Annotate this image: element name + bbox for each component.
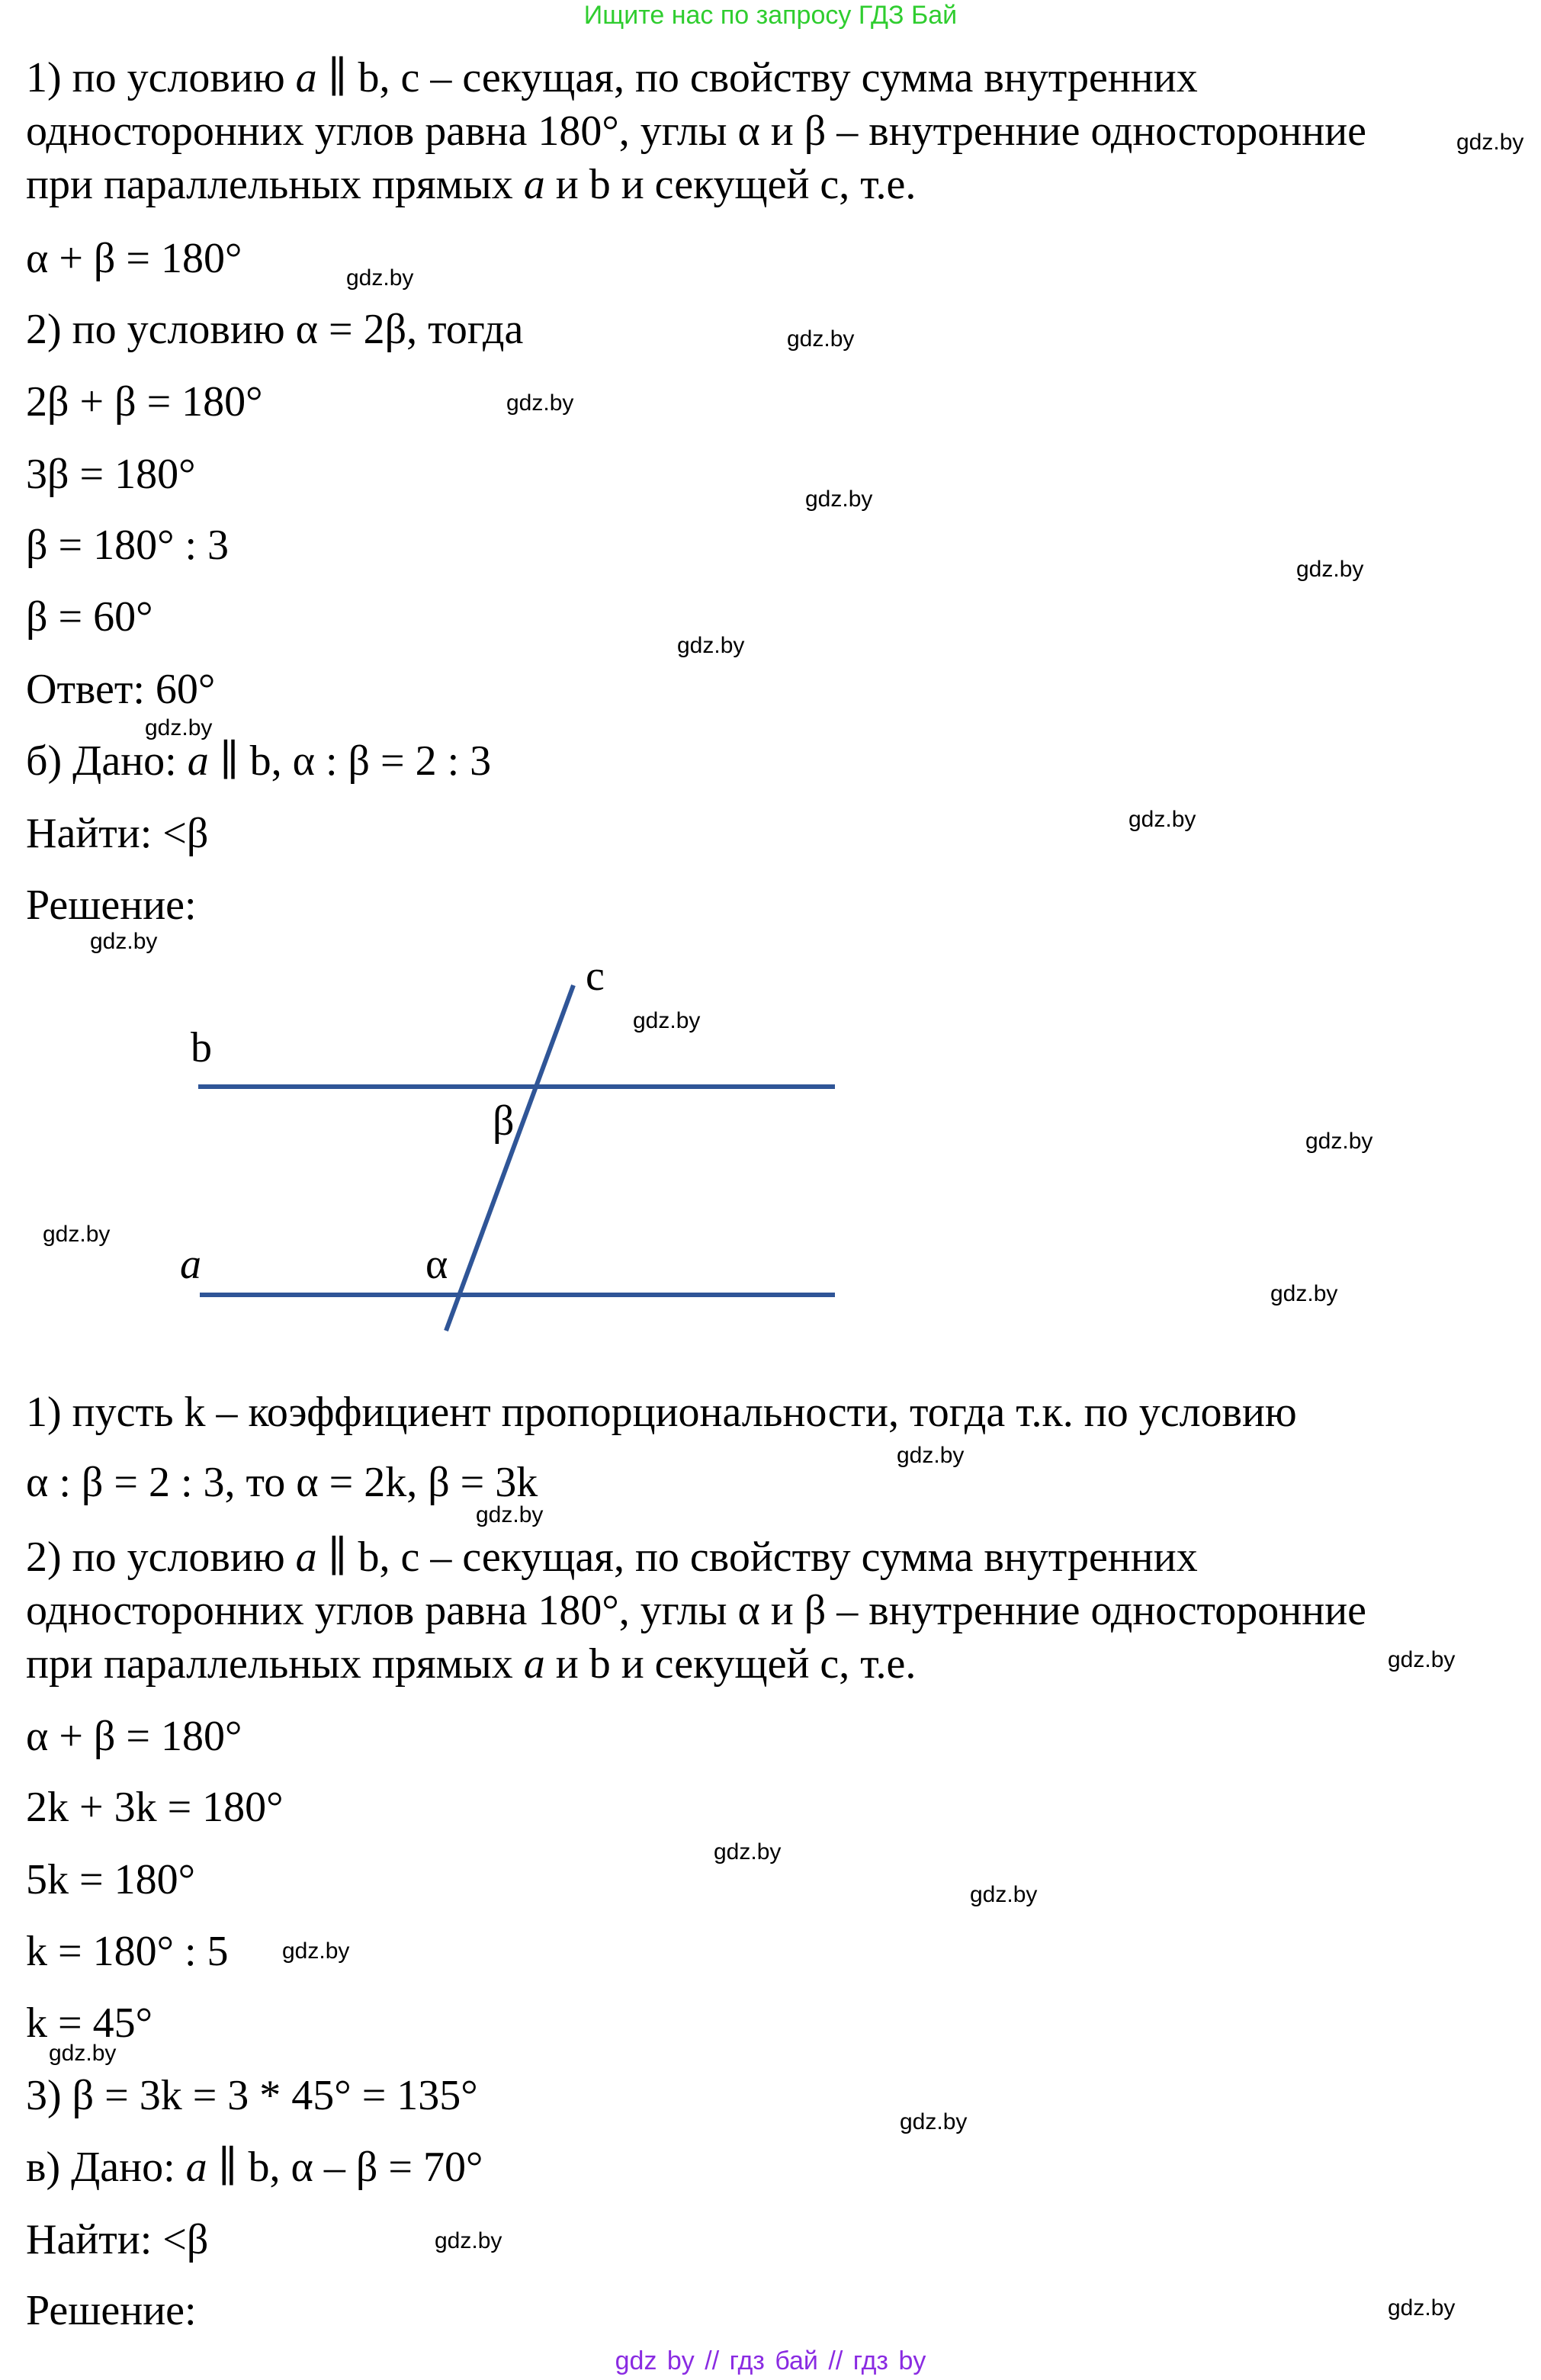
- text-line: 1) по условию a ∥ b, с – секущая, по свойству сумма внутренних: [26, 54, 1198, 101]
- watermark: gdz.by: [900, 2109, 968, 2134]
- label-a: a: [180, 1241, 201, 1288]
- given: в) Дано: a ∥ b, α – β = 70°: [26, 2144, 483, 2191]
- watermark: gdz.by: [1456, 130, 1524, 155]
- watermark: gdz.by: [1305, 1129, 1373, 1154]
- solution-heading: Решение:: [26, 882, 197, 929]
- watermark: gdz.by: [476, 1502, 544, 1527]
- text-line: 2) по условию α = 2β, тогда: [26, 306, 524, 353]
- watermark: gdz.by: [145, 715, 213, 740]
- watermark: gdz.by: [1128, 807, 1196, 832]
- text-line: при параллельных прямых a и b и секущей с, т.е.: [26, 161, 917, 208]
- equation: 2k + 3k = 180°: [26, 1784, 284, 1831]
- watermark: gdz.by: [714, 1839, 782, 1864]
- label-c: c: [586, 952, 605, 1000]
- given: б) Дано: a ∥ b, α : β = 2 : 3: [26, 737, 492, 785]
- watermark: gdz.by: [805, 487, 873, 512]
- equation: k = 45°: [26, 1999, 152, 2047]
- text-line: при параллельных прямых a и b и секущей с, т.е.: [26, 1640, 917, 1688]
- watermark: gdz.by: [633, 1008, 701, 1033]
- equation: α + β = 180°: [26, 235, 242, 282]
- equation: β = 180° : 3: [26, 522, 230, 569]
- watermark: gdz.by: [1296, 557, 1364, 582]
- watermark: gdz.by: [435, 2228, 502, 2253]
- watermark: gdz.by: [1388, 2295, 1456, 2321]
- solution-heading: Решение:: [26, 2287, 197, 2334]
- bottom-banner[interactable]: gdz by // гдз бай // гдз by: [615, 2346, 926, 2375]
- find: Найти: <β: [26, 810, 209, 857]
- top-banner[interactable]: Ищите нас по запросу ГДЗ Бай: [583, 1, 958, 30]
- watermark: gdz.by: [506, 390, 574, 416]
- watermark: gdz.by: [897, 1443, 965, 1468]
- watermark: gdz.by: [677, 633, 745, 658]
- find: Найти: <β: [26, 2216, 209, 2263]
- label-beta: β: [493, 1097, 515, 1145]
- watermark: gdz.by: [282, 1938, 350, 1964]
- equation: β = 60°: [26, 593, 153, 641]
- watermark: gdz.by: [1388, 1647, 1456, 1672]
- equation: α + β = 180°: [26, 1713, 242, 1760]
- watermark: gdz.by: [43, 1222, 111, 1247]
- equation: k = 180° : 5: [26, 1928, 229, 1975]
- text-line: 2) по условию a ∥ b, с – секущая, по свойству сумма внутренних: [26, 1534, 1198, 1581]
- text-line: α : β = 2 : 3, то α = 2k, β = 3k: [26, 1459, 538, 1506]
- watermark: gdz.by: [970, 1882, 1038, 1907]
- equation: 5k = 180°: [26, 1856, 195, 1903]
- equation: 2β + β = 180°: [26, 378, 263, 426]
- answer: Ответ: 60°: [26, 666, 216, 713]
- label-alpha: α: [425, 1241, 448, 1288]
- equation: 3) β = 3k = 3 * 45° = 135°: [26, 2072, 478, 2119]
- watermark: gdz.by: [346, 265, 414, 291]
- text-line: 1) пусть k – коэффициент пропорциональности, тогда т.к. по условию: [26, 1389, 1297, 1436]
- equation: 3β = 180°: [26, 451, 196, 498]
- watermark: gdz.by: [1270, 1281, 1338, 1306]
- parallel-lines-diagram: [0, 946, 915, 1350]
- text-line: односторонних углов равна 180°, углы α и β – внутренние односторонние: [26, 1587, 1367, 1634]
- label-b: b: [191, 1024, 212, 1071]
- line-c: [446, 985, 573, 1331]
- watermark: gdz.by: [90, 929, 158, 954]
- text-line: односторонних углов равна 180°, углы α и β – внутренние односторонние: [26, 108, 1367, 155]
- watermark: gdz.by: [49, 2041, 117, 2066]
- watermark: gdz.by: [787, 326, 855, 352]
- diagram-svg: [0, 946, 915, 1350]
